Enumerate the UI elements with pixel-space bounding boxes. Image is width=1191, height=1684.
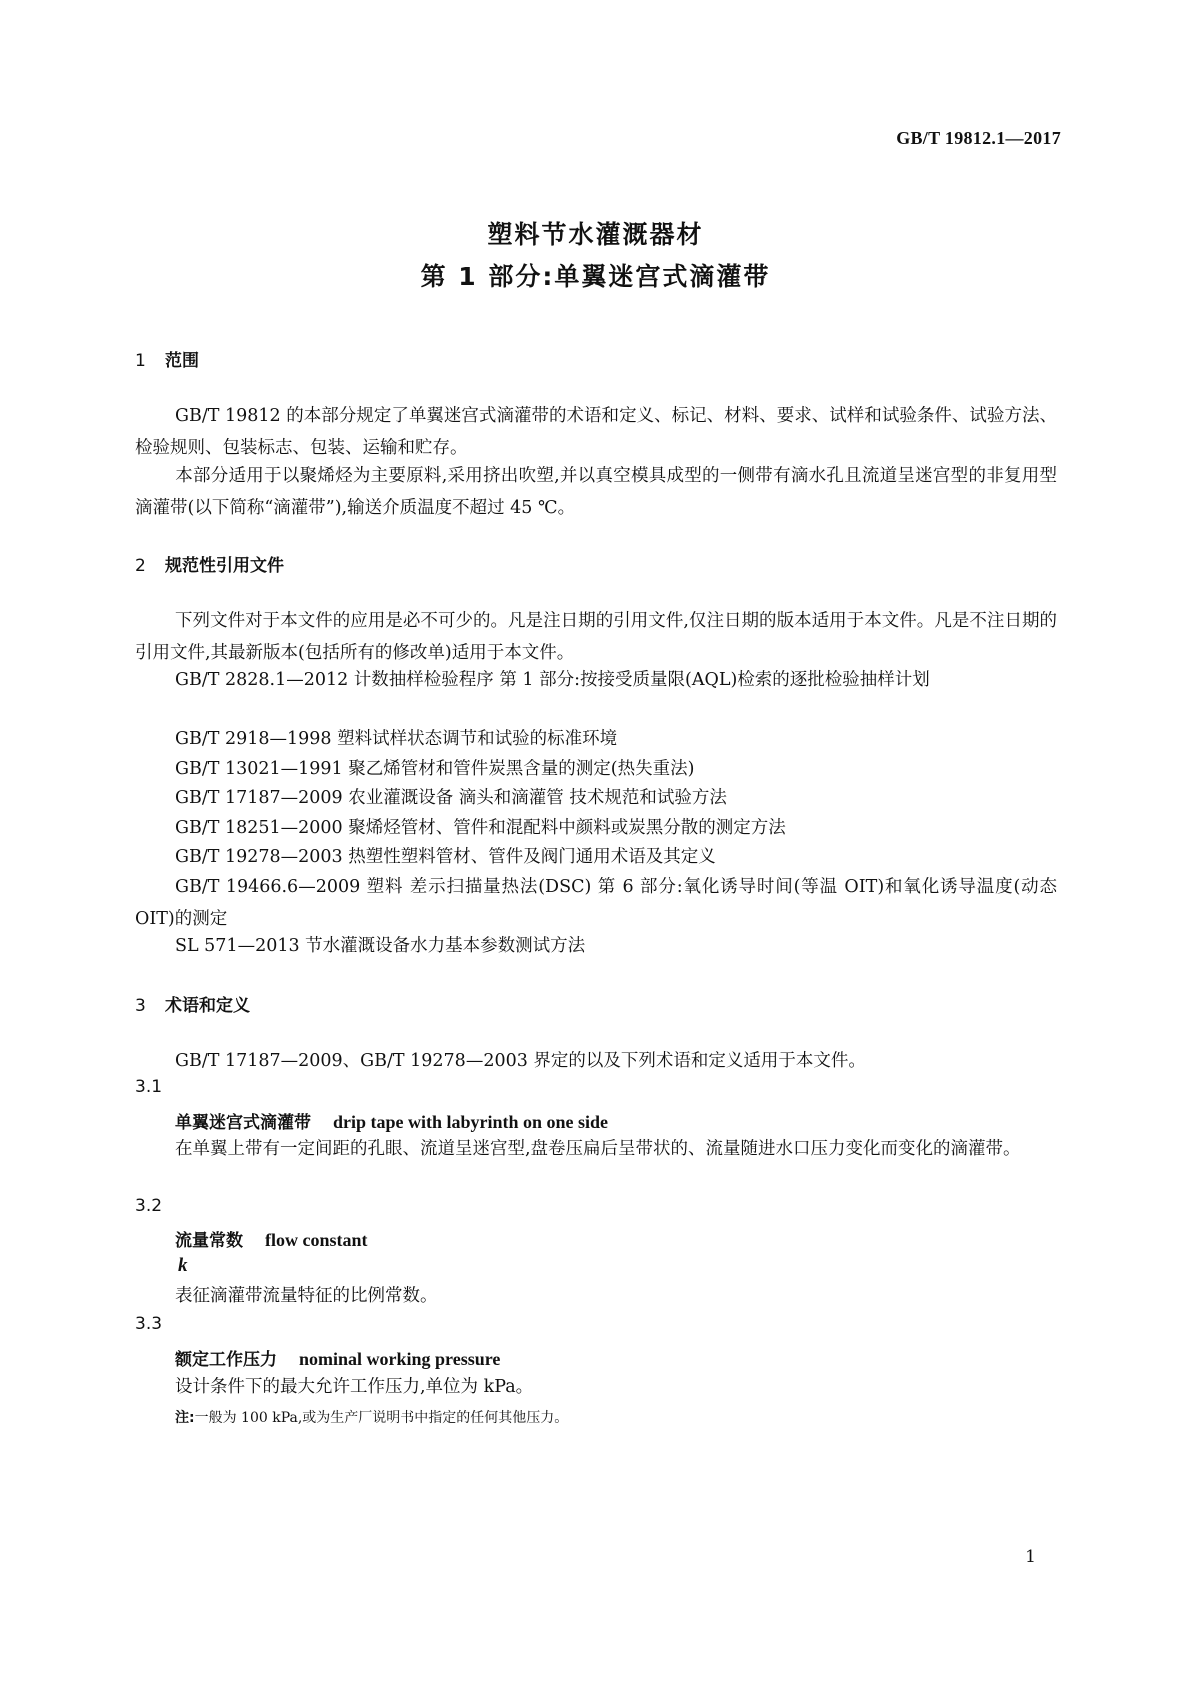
term-heading <box>175 1108 608 1133</box>
reference-item: GB/T 19466.6—2009 塑料 差示扫描量热法(DSC) 第 6 部分:氧化诱导时间(等温 OIT)和氧化诱导温度(动态 OIT)的测定 <box>135 877 1057 929</box>
term-definition: 在单翼上带有一定间距的孔眼、流道呈迷宫型,盘卷压扁后呈带状的、流量随进水口压力变化而变化的滴灌带。 <box>175 1139 1021 1159</box>
reference-item: GB/T 2918—1998 塑料试样状态调节和试验的标准环境 <box>175 729 618 749</box>
reference-item: GB/T 18251—2000 聚烯烃管材、管件和混配料中颜料或炭黑分散的测定方法 <box>175 818 786 838</box>
section-number: 3 <box>135 996 146 1016</box>
note-text: 一般为 100 kPa,或为生产厂说明书中指定的任何其他压力。 <box>194 1410 569 1426</box>
section-number: 2 <box>135 556 146 576</box>
term-definition: 表征滴灌带流量特征的比例常数。 <box>175 1286 438 1306</box>
term-number: 3.2 <box>135 1196 163 1216</box>
section-3-heading <box>135 991 250 1016</box>
section-2-intro: 下列文件对于本文件的应用是必不可少的。凡是注日期的引用文件,仅注日期的版本适用于本文件。凡是不注日期的引用文件,其最新版本(包括所有的修改单)适用于本文件。 <box>135 611 1057 663</box>
section-title: 术语和定义 <box>165 996 250 1016</box>
section-3-intro: GB/T 17187—2009、GB/T 19278—2003 界定的以及下列术语和定义适用于本文件。 <box>175 1051 866 1071</box>
page-number: 1 <box>1025 1547 1036 1567</box>
reference-item: GB/T 19278—2003 热塑性塑料管材、管件及阀门通用术语及其定义 <box>175 847 716 867</box>
standard-code: GB/T 19812.1—2017 <box>896 128 1061 148</box>
section-1-paragraph-1: GB/T 19812 的本部分规定了单翼迷宫式滴灌带的术语和定义、标记、材料、要求、试样和试验条件、试验方法、检验规则、包装标志、包装、运输和贮存。 <box>135 406 1057 458</box>
term-english: drip tape with labyrinth on one side <box>333 1112 609 1132</box>
reference-item: GB/T 17187—2009 农业灌溉设备 滴头和滴灌管 技术规范和试验方法 <box>175 788 727 808</box>
term-chinese: 额定工作压力 <box>175 1350 277 1370</box>
term-heading <box>175 1226 368 1251</box>
doc-title-line2: 第 1 部分:单翼迷宫式滴灌带 <box>420 262 771 291</box>
section-number: 1 <box>135 351 146 371</box>
term-english: flow constant <box>265 1230 368 1250</box>
note <box>175 1407 568 1427</box>
term-symbol: k <box>178 1255 188 1276</box>
reference-item: GB/T 13021—1991 聚乙烯管材和管件炭黑含量的测定(热失重法) <box>175 759 695 779</box>
section-2-heading <box>135 551 284 576</box>
term-definition: 设计条件下的最大允许工作压力,单位为 kPa。 <box>175 1377 534 1397</box>
term-number: 3.3 <box>135 1314 163 1334</box>
term-english: nominal working pressure <box>299 1349 501 1369</box>
section-1-heading <box>135 346 199 371</box>
section-1-paragraph-2: 本部分适用于以聚烯烃为主要原料,采用挤出吹塑,并以真空模具成型的一侧带有滴水孔且流道呈迷宫型的非复用型滴灌带(以下简称“滴灌带”),输送介质温度不超过 45 ℃。 <box>135 466 1057 518</box>
term-chinese: 单翼迷宫式滴灌带 <box>175 1113 311 1133</box>
reference-item: GB/T 2828.1—2012 计数抽样检验程序 第 1 部分:按接受质量限(AQL)检索的逐批检验抽样计划 <box>175 670 930 690</box>
term-chinese: 流量常数 <box>175 1231 243 1251</box>
reference-item: SL 571—2013 节水灌溉设备水力基本参数测试方法 <box>175 936 586 956</box>
note-label: 注: <box>175 1410 195 1426</box>
section-title: 范围 <box>165 351 199 371</box>
section-title: 规范性引用文件 <box>165 556 284 576</box>
doc-title-line1: 塑料节水灌溉器材 <box>487 220 704 249</box>
term-number: 3.1 <box>135 1077 163 1097</box>
term-heading <box>175 1345 500 1370</box>
